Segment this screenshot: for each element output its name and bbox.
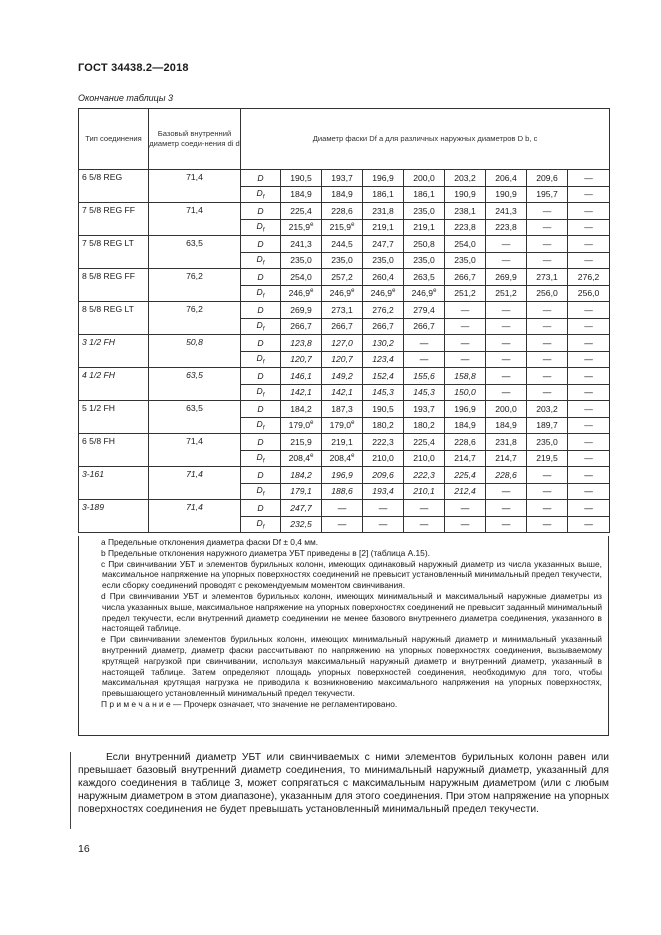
chamfer-diameter-value: — xyxy=(568,384,610,401)
outer-diameter-value: 196,9 xyxy=(322,467,363,484)
connection-type-cell: 3-161 xyxy=(79,467,149,500)
base-diameter-cell: 63,5 xyxy=(149,236,241,269)
base-diameter-cell: 71,4 xyxy=(149,500,241,533)
page-number: 16 xyxy=(78,843,90,855)
chamfer-diameter-value: 246,9e xyxy=(404,285,445,302)
chamfer-diameter-value: 266,7 xyxy=(281,318,322,335)
chamfer-diameter-value: — xyxy=(527,252,568,269)
outer-diameter-value: 130,2 xyxy=(363,335,404,352)
chamfer-diameter-value: — xyxy=(445,351,486,368)
connection-type-cell: 3 1/2 FH xyxy=(79,335,149,368)
outer-diameter-value: 152,4 xyxy=(363,368,404,385)
table-row xyxy=(79,170,610,187)
change-bar xyxy=(70,752,71,829)
connection-type-cell: 5 1/2 FH xyxy=(79,401,149,434)
chamfer-diameter-value: 179,0e xyxy=(281,417,322,434)
base-diameter-cell: 71,4 xyxy=(149,203,241,236)
outer-diameter-value: — xyxy=(568,170,610,187)
table-row xyxy=(79,434,610,451)
outer-diameter-value: 241,3 xyxy=(486,203,527,220)
table-note: П р и м е ч а н и е — Прочерк означает, что значение не регламентировано. xyxy=(101,698,398,709)
table-row xyxy=(79,368,610,385)
row-label-d: D xyxy=(241,170,281,187)
outer-diameter-value: 127,0 xyxy=(322,335,363,352)
outer-diameter-value: — xyxy=(486,236,527,253)
chamfer-diameter-value: 120,7 xyxy=(322,351,363,368)
outer-diameter-value: 219,1 xyxy=(322,434,363,451)
outer-diameter-value: 263,5 xyxy=(404,269,445,286)
chamfer-diameter-value: — xyxy=(527,483,568,500)
chamfer-diameter-value: — xyxy=(486,483,527,500)
base-diameter-cell: 63,5 xyxy=(149,368,241,401)
chamfer-diameter-value: 190,9 xyxy=(445,186,486,203)
body-text-block xyxy=(78,751,609,816)
row-label-d: D xyxy=(241,368,281,385)
table-body xyxy=(79,170,610,533)
outer-diameter-value: — xyxy=(568,401,610,418)
data-table xyxy=(78,108,610,533)
chamfer-diameter-value: 251,2 xyxy=(486,285,527,302)
row-label-df: $D_f$ xyxy=(241,516,281,533)
outer-diameter-value: 279,4 xyxy=(404,302,445,319)
table-note: c При свинчивании УБТ и элементов бурильных колонн, имеющих одинаковый наружный диаметр из числа указанных выше, максимальное напряжение на упорных поверхностях соединений не превысит установленный минимальный предел текучести, если сборку соединений проводят с рекомендуемым моментом свинчивания. xyxy=(101,558,602,591)
table-note: e При свинчивании элементов бурильных колонн, имеющих минимальный наружный диаметр и минимальный указанный внутренний диаметр, диаметр фаски рассчитывают по напряжению на упорных поверхностях соединения, вызываемому крутящей нагрузкой при свинчивании, используя максимальный наружный диаметр и внутренний диаметр, указанный в настоящей таблице. Затем определяют площадь упорных поверхностей соединения, необходимую для того, чтобы максимальная крутящая нагрузка не приводила к возникновению максимального напряжения на упорных поверхностях, превышающего установленный минимальный предел текучести. xyxy=(101,634,602,699)
table-note: b Предельные отклонения наружного диаметра УБТ приведены в [2] (таблица А.15). xyxy=(101,547,430,558)
chamfer-diameter-value: 223,8 xyxy=(445,219,486,236)
table-row xyxy=(79,335,610,352)
outer-diameter-value: — xyxy=(527,335,568,352)
chamfer-diameter-value: 142,1 xyxy=(281,384,322,401)
chamfer-diameter-value: — xyxy=(568,252,610,269)
chamfer-diameter-value: — xyxy=(568,417,610,434)
outer-diameter-value: — xyxy=(568,302,610,319)
chamfer-diameter-value: 180,2 xyxy=(404,417,445,434)
outer-diameter-value: — xyxy=(527,368,568,385)
outer-diameter-value: 238,1 xyxy=(445,203,486,220)
outer-diameter-value: — xyxy=(486,500,527,517)
chamfer-diameter-value: 246,9e xyxy=(363,285,404,302)
outer-diameter-value: — xyxy=(568,467,610,484)
chamfer-diameter-value: 190,9 xyxy=(486,186,527,203)
chamfer-diameter-value: — xyxy=(527,219,568,236)
chamfer-diameter-value: 145,3 xyxy=(404,384,445,401)
outer-diameter-value: 266,7 xyxy=(445,269,486,286)
chamfer-diameter-value: — xyxy=(568,483,610,500)
outer-diameter-value: — xyxy=(527,500,568,517)
chamfer-diameter-value: — xyxy=(445,516,486,533)
table-row xyxy=(79,236,610,253)
chamfer-diameter-value: 208,4e xyxy=(281,450,322,467)
chamfer-diameter-value: 215,9e xyxy=(281,219,322,236)
connection-type-cell: 7 5/8 REG LT xyxy=(79,236,149,269)
row-label-df: $D_f$ xyxy=(241,483,281,500)
row-label-d: D xyxy=(241,335,281,352)
outer-diameter-value: — xyxy=(404,500,445,517)
table-row xyxy=(79,269,610,286)
row-label-df: $D_f$ xyxy=(241,252,281,269)
outer-diameter-value: 222,3 xyxy=(404,467,445,484)
body-paragraph: Если внутренний диаметр УБТ или свинчиваемых с ними элементов бурильных колонн равен или превышает базовый внутренний диаметр соединения, то минимальный наружный диаметр, указанный для каждого соединения в таблице 3, может сопрягаться с максимальным наружным диаметром (или с любым наружным диаметром в этом диапазоне), указанным для этого соединения. При этом напряжение на упорных поверхностях соединения не будет превышать установленный минимальный предел текучести. xyxy=(78,752,609,816)
row-label-d: D xyxy=(241,500,281,517)
outer-diameter-value: 203,2 xyxy=(527,401,568,418)
chamfer-diameter-value: 184,9 xyxy=(322,186,363,203)
connection-type-cell: 6 5/8 FH xyxy=(79,434,149,467)
table-row xyxy=(79,401,610,418)
outer-diameter-value: 276,2 xyxy=(568,269,610,286)
outer-diameter-value: 231,8 xyxy=(486,434,527,451)
chamfer-diameter-value: 219,5 xyxy=(527,450,568,467)
chamfer-diameter-value: 195,7 xyxy=(527,186,568,203)
chamfer-diameter-value: 251,2 xyxy=(445,285,486,302)
outer-diameter-value: 193,7 xyxy=(404,401,445,418)
chamfer-diameter-value: — xyxy=(568,351,610,368)
connection-type-cell: 7 5/8 REG FF xyxy=(79,203,149,236)
row-label-df: $D_f$ xyxy=(241,186,281,203)
chamfer-diameter-value: 214,7 xyxy=(445,450,486,467)
chamfer-diameter-value: — xyxy=(445,318,486,335)
chamfer-diameter-value: — xyxy=(568,516,610,533)
outer-diameter-value: 184,2 xyxy=(281,401,322,418)
outer-diameter-value: 269,9 xyxy=(486,269,527,286)
outer-diameter-value: 254,0 xyxy=(445,236,486,253)
base-diameter-cell: 50,8 xyxy=(149,335,241,368)
chamfer-diameter-value: — xyxy=(404,516,445,533)
outer-diameter-value: 225,4 xyxy=(445,467,486,484)
chamfer-diameter-value: 186,1 xyxy=(363,186,404,203)
document-header: ГОСТ 34438.2—2018 xyxy=(78,62,189,74)
chamfer-diameter-value: — xyxy=(363,516,404,533)
connection-type-cell: 3-189 xyxy=(79,500,149,533)
outer-diameter-value: 247,7 xyxy=(281,500,322,517)
row-label-df: $D_f$ xyxy=(241,318,281,335)
chamfer-diameter-value: 184,9 xyxy=(486,417,527,434)
outer-diameter-value: — xyxy=(445,335,486,352)
outer-diameter-value: — xyxy=(527,236,568,253)
base-diameter-cell: 76,2 xyxy=(149,302,241,335)
table-note: a Предельные отклонения диаметра фаски Df ± 0,4 мм. xyxy=(101,537,319,547)
row-label-d: D xyxy=(241,302,281,319)
outer-diameter-value: 247,7 xyxy=(363,236,404,253)
outer-diameter-value: — xyxy=(568,203,610,220)
chamfer-diameter-value: — xyxy=(486,318,527,335)
chamfer-diameter-value: 212,4 xyxy=(445,483,486,500)
chamfer-diameter-value: 219,1 xyxy=(404,219,445,236)
outer-diameter-value: 196,9 xyxy=(363,170,404,187)
outer-diameter-value: — xyxy=(486,368,527,385)
chamfer-diameter-value: 232,5 xyxy=(281,516,322,533)
chamfer-diameter-value: — xyxy=(527,384,568,401)
row-label-df: $D_f$ xyxy=(241,450,281,467)
outer-diameter-value: — xyxy=(486,335,527,352)
chamfer-diameter-value: 235,0 xyxy=(445,252,486,269)
chamfer-diameter-value: 208,4e xyxy=(322,450,363,467)
chamfer-diameter-value: 150,0 xyxy=(445,384,486,401)
row-label-d: D xyxy=(241,401,281,418)
outer-diameter-value: 190,5 xyxy=(281,170,322,187)
outer-diameter-value: — xyxy=(568,500,610,517)
connection-type-cell: 8 5/8 REG FF xyxy=(79,269,149,302)
outer-diameter-value: 235,0 xyxy=(527,434,568,451)
outer-diameter-value: — xyxy=(527,302,568,319)
outer-diameter-value: 215,9 xyxy=(281,434,322,451)
outer-diameter-value: 149,2 xyxy=(322,368,363,385)
row-label-df: $D_f$ xyxy=(241,351,281,368)
chamfer-diameter-value: — xyxy=(486,384,527,401)
outer-diameter-value: — xyxy=(527,203,568,220)
outer-diameter-value: 228,6 xyxy=(322,203,363,220)
outer-diameter-value: 190,5 xyxy=(363,401,404,418)
outer-diameter-value: 273,1 xyxy=(322,302,363,319)
chamfer-diameter-value: — xyxy=(568,219,610,236)
base-diameter-cell: 71,4 xyxy=(149,170,241,203)
chamfer-diameter-value: — xyxy=(322,516,363,533)
chamfer-diameter-value: 142,1 xyxy=(322,384,363,401)
chamfer-diameter-value: 219,1 xyxy=(363,219,404,236)
chamfer-diameter-value: 246,9e xyxy=(322,285,363,302)
outer-diameter-value: — xyxy=(568,434,610,451)
chamfer-diameter-value: — xyxy=(527,516,568,533)
chamfer-diameter-value: — xyxy=(486,516,527,533)
base-diameter-cell: 71,4 xyxy=(149,434,241,467)
outer-diameter-value: 254,0 xyxy=(281,269,322,286)
base-diameter-cell: 76,2 xyxy=(149,269,241,302)
outer-diameter-value: 196,9 xyxy=(445,401,486,418)
outer-diameter-value: 244,5 xyxy=(322,236,363,253)
outer-diameter-value: — xyxy=(568,335,610,352)
header-connection-type: Тип соединения xyxy=(79,109,149,170)
chamfer-diameter-value: 210,0 xyxy=(363,450,404,467)
table-note: d При свинчивании УБТ и элементов бурильных колонн, имеющих минимальный и максимальный наружные диаметры из числа указанных выше, максимальное напряжение на упорных поверхностях соединений не превысит заданный минимальный предел текучести, если внутренний диаметр соединении не менее базового внутреннего диаметра соединения, указанного в настоящей таблице. xyxy=(101,590,602,634)
outer-diameter-value: 123,8 xyxy=(281,335,322,352)
row-label-d: D xyxy=(241,467,281,484)
outer-diameter-value: 155,6 xyxy=(404,368,445,385)
chamfer-diameter-value: — xyxy=(568,186,610,203)
outer-diameter-value: 209,6 xyxy=(363,467,404,484)
chamfer-diameter-value: 186,1 xyxy=(404,186,445,203)
outer-diameter-value: 200,0 xyxy=(486,401,527,418)
chamfer-diameter-value: 266,7 xyxy=(404,318,445,335)
table-notes xyxy=(78,536,609,736)
table-row xyxy=(79,302,610,319)
connection-type-cell: 8 5/8 REG LT xyxy=(79,302,149,335)
outer-diameter-value: 273,1 xyxy=(527,269,568,286)
chamfer-diameter-value: 223,8 xyxy=(486,219,527,236)
outer-diameter-value: 231,8 xyxy=(363,203,404,220)
chamfer-diameter-value: 120,7 xyxy=(281,351,322,368)
chamfer-diameter-value: 123,4 xyxy=(363,351,404,368)
row-label-df: $D_f$ xyxy=(241,417,281,434)
outer-diameter-value: 200,0 xyxy=(404,170,445,187)
chamfer-diameter-value: 256,0 xyxy=(527,285,568,302)
outer-diameter-value: 158,8 xyxy=(445,368,486,385)
row-label-df: $D_f$ xyxy=(241,285,281,302)
header-chamfer-diameter: Диаметр фаски Df a для различных наружных диаметров D b, c xyxy=(241,109,610,170)
chamfer-diameter-value: 210,0 xyxy=(404,450,445,467)
chamfer-diameter-value: 184,9 xyxy=(445,417,486,434)
outer-diameter-value: 228,6 xyxy=(445,434,486,451)
outer-diameter-value: 241,3 xyxy=(281,236,322,253)
outer-diameter-value: 225,4 xyxy=(404,434,445,451)
outer-diameter-value: — xyxy=(445,302,486,319)
outer-diameter-value: 276,2 xyxy=(363,302,404,319)
row-label-d: D xyxy=(241,203,281,220)
outer-diameter-value: — xyxy=(404,335,445,352)
outer-diameter-value: — xyxy=(486,302,527,319)
chamfer-diameter-value: 215,9e xyxy=(322,219,363,236)
outer-diameter-value: 184,2 xyxy=(281,467,322,484)
outer-diameter-value: 257,2 xyxy=(322,269,363,286)
outer-diameter-value: 206,4 xyxy=(486,170,527,187)
outer-diameter-value: 260,4 xyxy=(363,269,404,286)
base-diameter-cell: 71,4 xyxy=(149,467,241,500)
chamfer-diameter-value: — xyxy=(568,318,610,335)
chamfer-diameter-value: — xyxy=(568,450,610,467)
chamfer-diameter-value: 235,0 xyxy=(404,252,445,269)
outer-diameter-value: 187,3 xyxy=(322,401,363,418)
outer-diameter-value: 146,1 xyxy=(281,368,322,385)
chamfer-diameter-value: 256,0 xyxy=(568,285,610,302)
chamfer-diameter-value: 179,0e xyxy=(322,417,363,434)
chamfer-diameter-value: 193,4 xyxy=(363,483,404,500)
table-caption: Окончание таблицы 3 xyxy=(78,93,173,103)
chamfer-diameter-value: 246,9e xyxy=(281,285,322,302)
outer-diameter-value: 250,8 xyxy=(404,236,445,253)
outer-diameter-value: 228,6 xyxy=(486,467,527,484)
row-label-df: $D_f$ xyxy=(241,384,281,401)
row-label-d: D xyxy=(241,434,281,451)
chamfer-diameter-value: 214,7 xyxy=(486,450,527,467)
chamfer-diameter-value: 235,0 xyxy=(363,252,404,269)
base-diameter-cell: 63,5 xyxy=(149,401,241,434)
outer-diameter-value: 235,0 xyxy=(404,203,445,220)
outer-diameter-value: — xyxy=(445,500,486,517)
row-label-d: D xyxy=(241,236,281,253)
chamfer-diameter-value: 235,0 xyxy=(322,252,363,269)
connection-type-cell: 4 1/2 FH xyxy=(79,368,149,401)
outer-diameter-value: — xyxy=(527,467,568,484)
chamfer-diameter-value: 145,3 xyxy=(363,384,404,401)
chamfer-diameter-value: — xyxy=(486,351,527,368)
outer-diameter-value: — xyxy=(363,500,404,517)
chamfer-diameter-value: 180,2 xyxy=(363,417,404,434)
outer-diameter-value: — xyxy=(568,368,610,385)
outer-diameter-value: 225,4 xyxy=(281,203,322,220)
outer-diameter-value: 203,2 xyxy=(445,170,486,187)
chamfer-diameter-value: — xyxy=(486,252,527,269)
row-label-df: $D_f$ xyxy=(241,219,281,236)
chamfer-diameter-value: — xyxy=(404,351,445,368)
row-label-d: D xyxy=(241,269,281,286)
table-row xyxy=(79,203,610,220)
outer-diameter-value: — xyxy=(568,236,610,253)
table-row xyxy=(79,467,610,484)
outer-diameter-value: 269,9 xyxy=(281,302,322,319)
chamfer-diameter-value: 189,7 xyxy=(527,417,568,434)
outer-diameter-value: 209,6 xyxy=(527,170,568,187)
chamfer-diameter-value: 266,7 xyxy=(322,318,363,335)
chamfer-diameter-value: 179,1 xyxy=(281,483,322,500)
chamfer-diameter-value: — xyxy=(527,351,568,368)
connection-type-cell: 6 5/8 REG xyxy=(79,170,149,203)
chamfer-diameter-value: 235,0 xyxy=(281,252,322,269)
chamfer-diameter-value: 210,1 xyxy=(404,483,445,500)
chamfer-diameter-value: 184,9 xyxy=(281,186,322,203)
table-row xyxy=(79,500,610,517)
header-base-diameter: Базовый внутренний диаметр соеди-нения di d xyxy=(149,109,241,170)
chamfer-diameter-value: — xyxy=(527,318,568,335)
outer-diameter-value: 193,7 xyxy=(322,170,363,187)
outer-diameter-value: 222,3 xyxy=(363,434,404,451)
chamfer-diameter-value: 266,7 xyxy=(363,318,404,335)
chamfer-diameter-value: 188,6 xyxy=(322,483,363,500)
outer-diameter-value: — xyxy=(322,500,363,517)
